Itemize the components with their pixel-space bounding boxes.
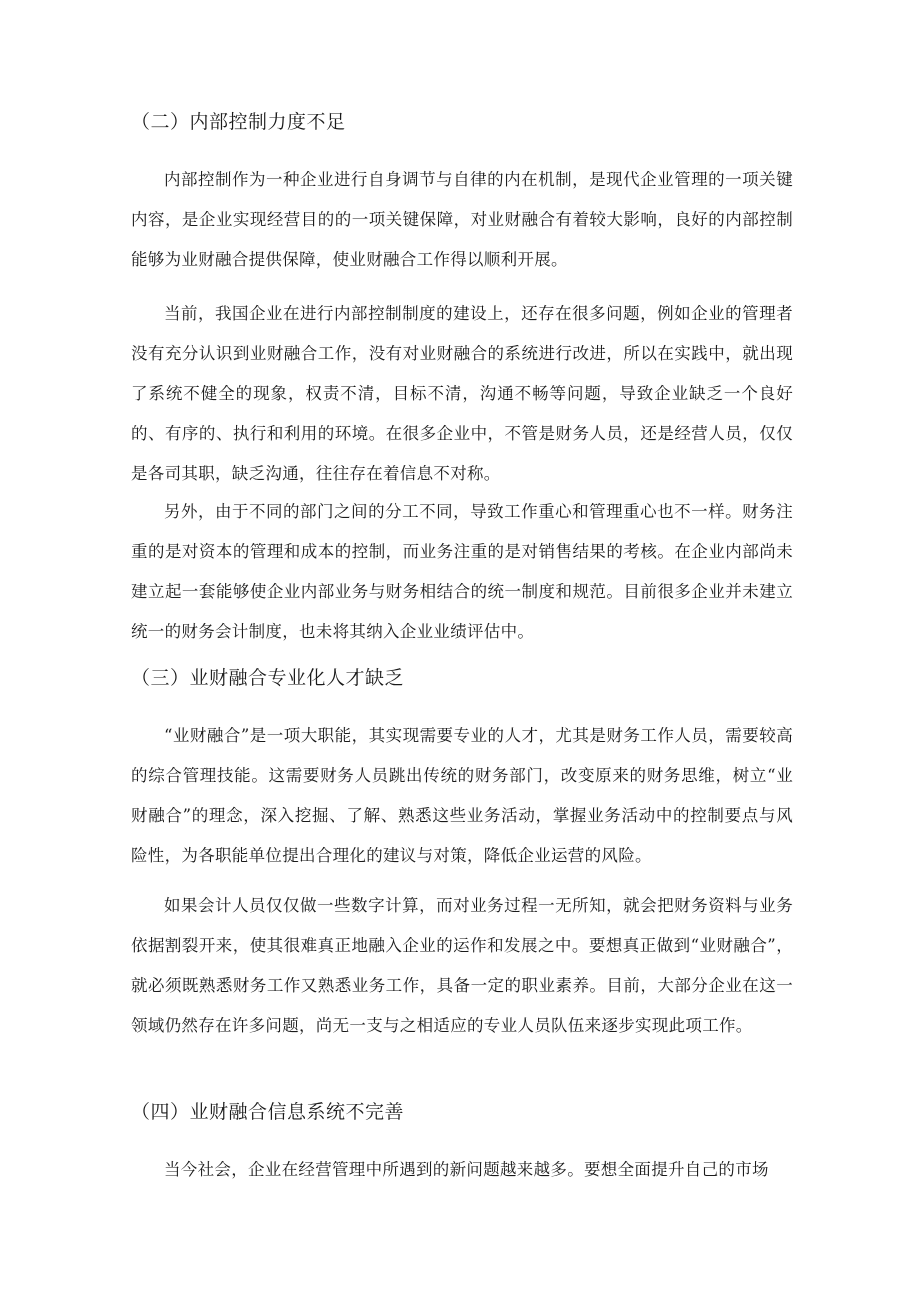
section-heading-2: （二）内部控制力度不足 [131,111,346,133]
section-heading-4: （四）业财融合信息系统不完善 [131,1101,405,1123]
paragraph-information-system: 当今社会，企业在经营管理中所遇到的新问题越来越多。要想全面提升自己的市场 [164,1160,769,1179]
paragraph-accounting-staff: 如果会计人员仅仅做一些数字计算，而对业务过程一无所知，就会把财务资料与业务依据割裂开来，使其很难真正地融入企业的运作和发展之中。要想真正做到“业财融合”，就必须既熟悉财务工作又熟悉业务工作，具备一定的职业素养。目前，大部分企业在这一领域仍然存在许多问题，尚无一支与之相适应的专业人员队伍来逐步实现此项工作。 [131,896,793,1035]
section-heading-3: （三）业财融合专业化人才缺乏 [131,667,405,689]
paragraph-department-division: 另外，由于不同的部门之间的分工不同，导致工作重心和管理重心也不一样。财务注重的是对资本的管理和成本的控制，而业务注重的是对销售结果的考核。在企业内部尚未建立起一套能够使企业内部业务与财务相结合的统一制度和规范。目前很多企业并未建立统一的财务会计制度，也未将其纳入企业业绩评估中。 [131,502,793,641]
paragraph-talent-requirements: “业财融合”是一项大职能，其实现需要专业的人才，尤其是财务工作人员，需要较高的综合管理技能。这需要财务人员跳出传统的财务部门，改变原来的财务思维，树立“业财融合”的理念，深入挖掘、了解、熟悉这些业务活动，掌握业务活动中的控制要点与风险性，为各职能单位提出合理化的建议与对策，降低企业运营的风险。 [131,726,793,865]
paragraph-internal-control-intro: 内部控制作为一种企业进行自身调节与自律的内在机制，是现代企业管理的一项关键内容，是企业实现经营目的的一项关键保障，对业财融合有着较大影响，良好的内部控制能够为业财融合提供保障，使业财融合工作得以顺利开展。 [131,170,793,269]
paragraph-internal-control-problems: 当前，我国企业在进行内部控制制度的建设上，还存在很多问题，例如企业的管理者没有充分认识到业财融合工作，没有对业财融合的系统进行改进，所以在实践中，就出现了系统不健全的现象，权责不清，目标不清，沟通不畅等问题，导致企业缺乏一个良好的、有序的、执行和利用的环境。在很多企业中，不管是财务人员，还是经营人员，仅仅是各司其职，缺乏沟通，往往存在着信息不对称。 [131,304,793,483]
